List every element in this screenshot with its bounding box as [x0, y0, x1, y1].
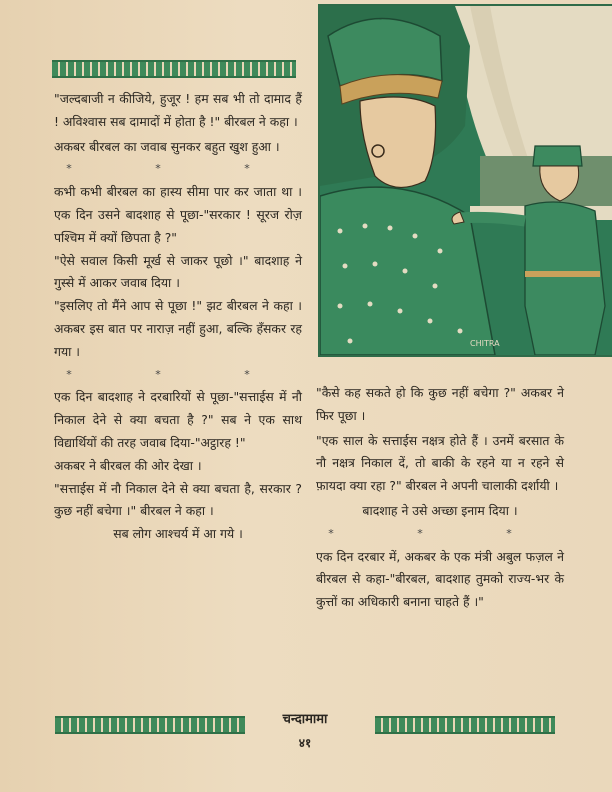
section-separator: * * *	[328, 526, 552, 540]
section-separator: * * *	[66, 162, 290, 176]
right-text-column	[316, 382, 564, 614]
paragraph: बादशाह ने उसे अच्छा इनाम दिया ।	[362, 502, 518, 518]
illustrator-signature: CHITRA	[470, 339, 500, 348]
decorative-border-bottom-right	[375, 716, 555, 734]
decorative-border-top	[52, 60, 296, 78]
magazine-title: चन्दामामा	[282, 712, 328, 727]
paragraph: कभी कभी बीरबल का हास्य सीमा पार कर जाता था । एक दिन उसने बादशाह से पूछा-"सरकार ! सूरज रोज़ पश्चिम में क्यों छिपता है ?"	[54, 184, 302, 245]
paragraph: अकबर बीरबल का जवाब सुनकर बहुत खुश हुआ ।	[54, 138, 280, 154]
paragraph: "ऐसे सवाल किसी मूर्ख से जाकर पूछो ।" बादशाह ने गुस्से में आकर जवाब दिया ।	[54, 252, 302, 291]
paragraph: अकबर ने बीरबल की ओर देखा ।	[54, 457, 202, 473]
akbar-birbal-illustration	[318, 4, 612, 357]
left-text-column	[54, 88, 302, 546]
page-number: ४१	[298, 736, 312, 750]
paragraph: एक दिन बादशाह ने दरबारियों से पूछा-"सत्ताईस में नौ निकाल देने से क्या बचता है ?" सब ने एक साथ विद्यार्थियों की तरह जवाब दिया-"अट्ठारह !"	[54, 389, 302, 450]
paragraph: "जल्दबाजी न कीजिये, हुजूर ! हम सब भी तो दामाद हैं ! अविश्वास सब दामादों में होता है !" बीरबल ने कहा ।	[54, 91, 302, 129]
section-separator: * * *	[66, 367, 290, 381]
paragraph: "एक साल के सत्ताईस नक्षत्र होते हैं । उनमें बरसात के नौ नक्षत्र निकाल दें, तो बाकी के रहने या न रहने से फ़ायदा क्या रहा ?" बीरबल ने अपनी चालाकी दर्शायी ।	[316, 432, 564, 494]
illustration-drawing	[320, 6, 612, 355]
paragraph: "कैसे कह सकते हो कि कुछ नहीं बचेगा ?" अकबर ने फिर पूछा ।	[316, 385, 564, 423]
paragraph: "इसलिए तो मैंने आप से पूछा !" झट बीरबल ने कहा । अकबर इस बात पर नाराज़ नहीं हुआ, बल्कि हँसकर रह गया ।	[54, 298, 302, 359]
paragraph: "सत्ताईस में नौ निकाल देने से क्या बचता है, सरकार ? कुछ नहीं बचेगा ।" बीरबल ने कहा ।	[54, 480, 302, 519]
paragraph: सब लोग आश्चर्य में आ गये ।	[113, 526, 243, 542]
decorative-border-bottom-left	[55, 716, 245, 734]
paragraph: एक दिन दरबार में, अकबर के एक मंत्री अबुल फज़ल ने बीरबल से कहा-"बीरबल, बादशाह तुमको राज्य-भर के कुत्तों का अधिकारी बनाना चाहते हैं ।"	[316, 548, 564, 610]
